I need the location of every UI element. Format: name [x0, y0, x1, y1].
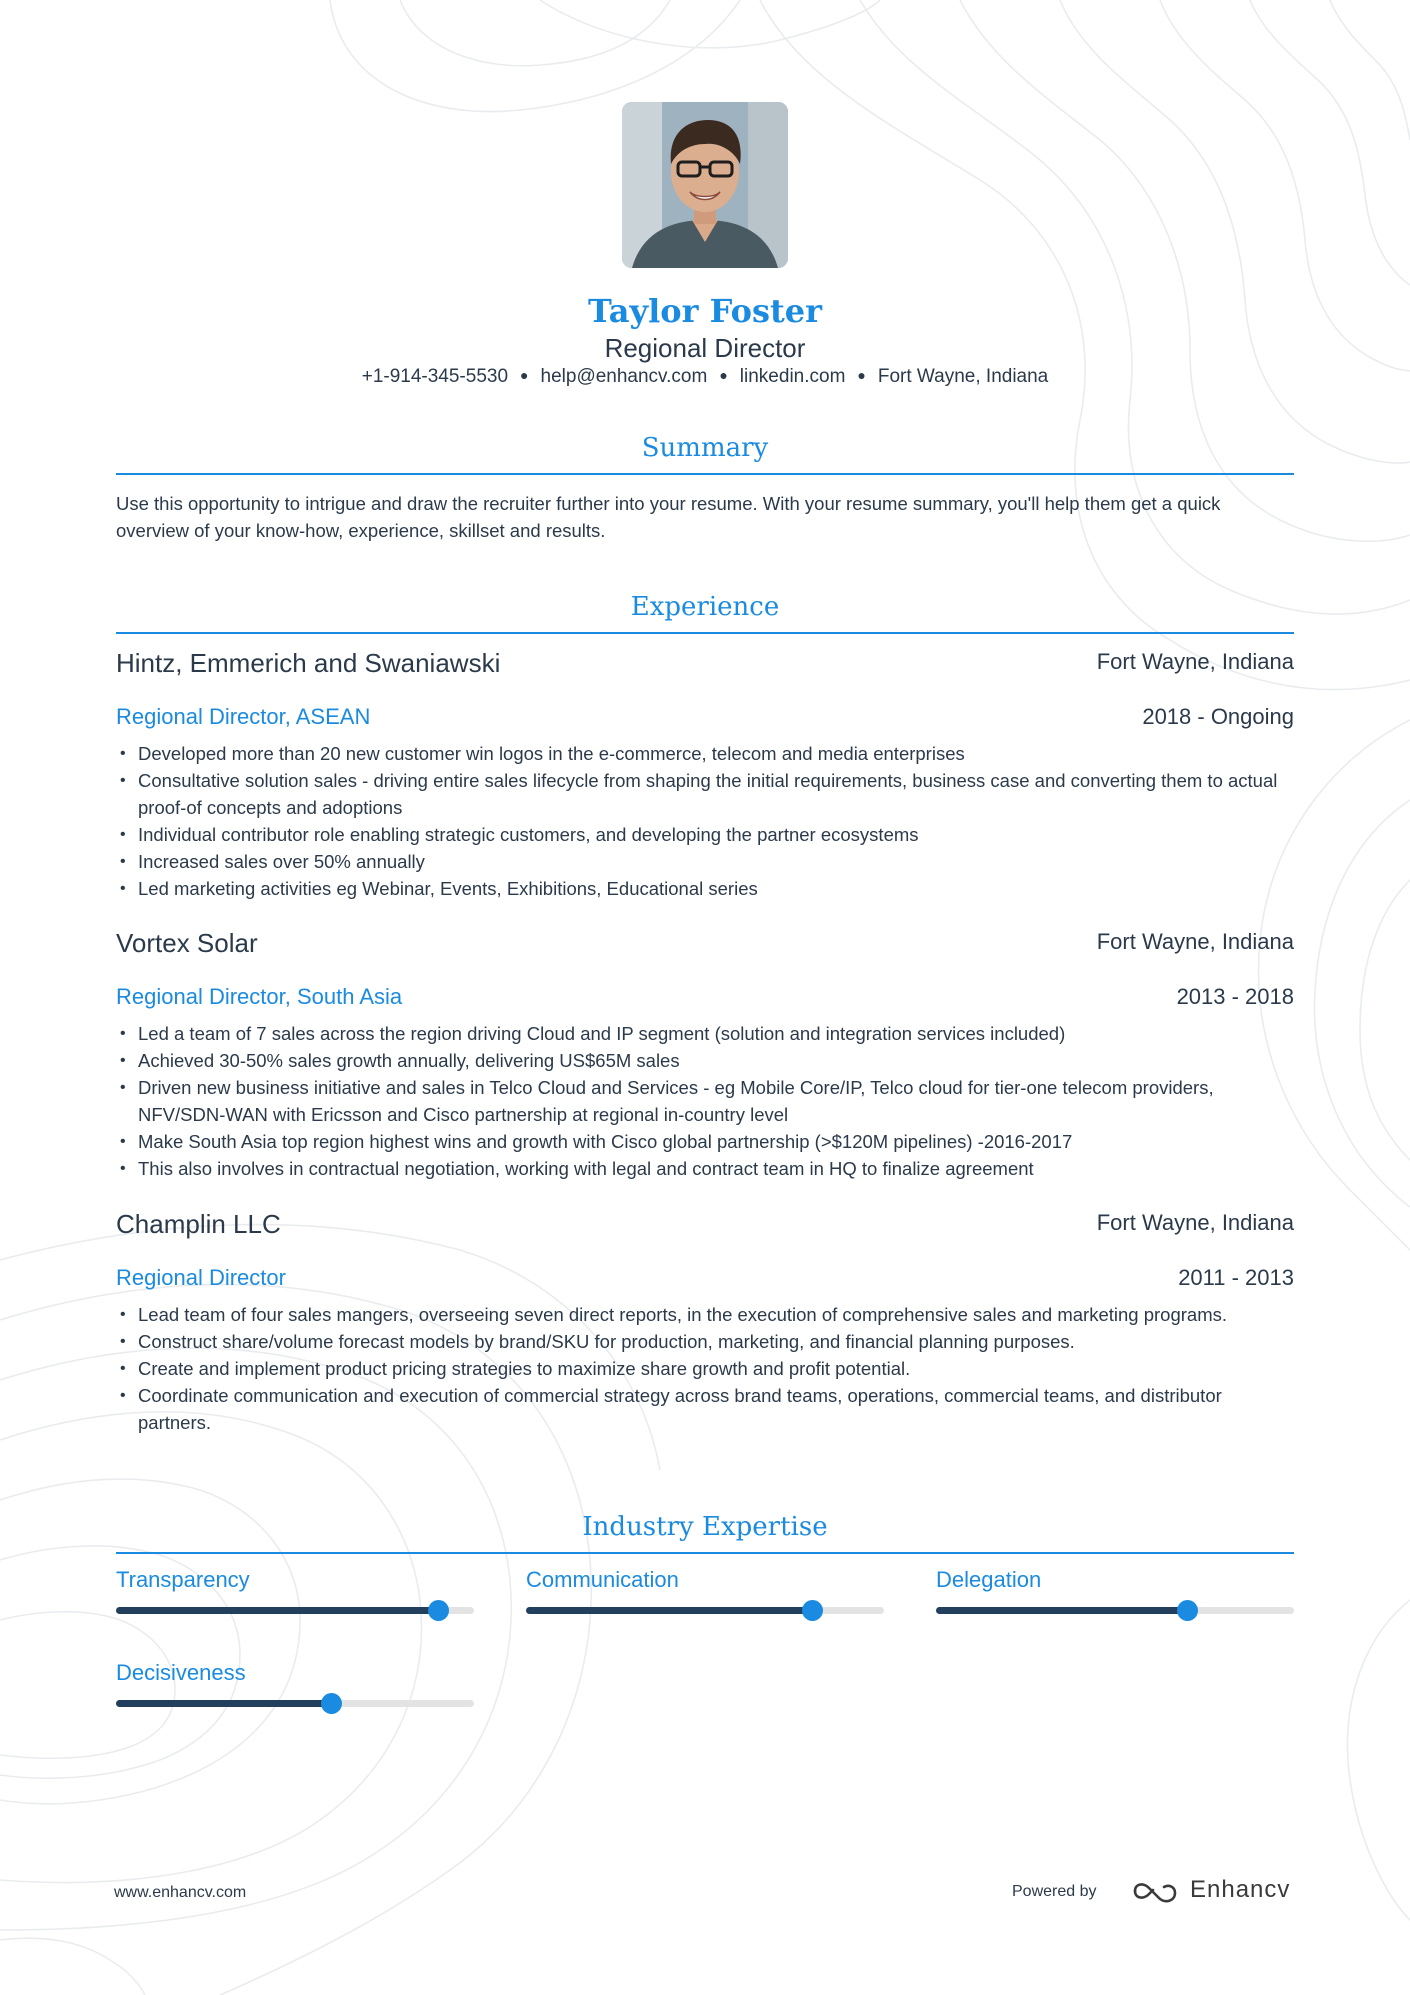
candidate-name: Taylor Foster — [588, 292, 822, 330]
job-location: Fort Wayne, Indiana — [1096, 649, 1294, 674]
skill-level-knob — [802, 1600, 823, 1621]
bullet-icon: • — [120, 1079, 126, 1096]
list-item: • Driven new business initiative and sales in Telco Cloud and Services - eg Mobile Core/IP, Telco cloud for tier-one telecom providers, NFV/SDN-WAN with Ericsson and Cisco partnership at regional in-country level — [116, 1074, 1294, 1128]
bullet-icon: • — [120, 880, 126, 897]
job-position: Regional Director, South Asia — [116, 984, 403, 1009]
list-item: • Achieved 30-50% sales growth annually, delivering US$65M sales — [116, 1047, 1294, 1074]
skill-level-knob — [428, 1600, 449, 1621]
job-dates: 2018 - Ongoing — [1142, 704, 1294, 729]
bullet-icon: • — [120, 1160, 126, 1177]
summary-divider — [116, 473, 1294, 475]
expertise-divider — [116, 1552, 1294, 1554]
bullet-icon: • — [120, 1306, 126, 1323]
skill-bar-fill — [526, 1607, 812, 1614]
skill-bar-fill — [116, 1607, 438, 1614]
company-name: Vortex Solar — [116, 928, 258, 958]
job-bullets — [116, 1301, 1294, 1436]
bullet-icon: • — [120, 1333, 126, 1350]
profile-photo — [622, 102, 788, 268]
enhancv-logo-icon — [1131, 1876, 1181, 1906]
skill-bar-fill — [116, 1700, 331, 1707]
skill-bar-fill — [936, 1607, 1187, 1614]
bullet-icon: • — [120, 1133, 126, 1150]
list-item: • Increased sales over 50% annually — [116, 848, 1294, 875]
contact-line — [0, 366, 1410, 388]
bullet-separator: ● — [719, 367, 728, 383]
contact-linkedin[interactable]: linkedin.com — [739, 366, 846, 387]
skill-level-knob — [1177, 1600, 1198, 1621]
bullet-separator: ● — [520, 367, 529, 383]
job-location: Fort Wayne, Indiana — [1096, 929, 1294, 954]
job-position: Regional Director — [116, 1265, 286, 1290]
footer-brand-name: Enhancv — [1190, 1876, 1291, 1903]
skill-label: Decisiveness — [116, 1660, 246, 1685]
footer-website-link[interactable]: www.enhancv.com — [114, 1884, 247, 1901]
candidate-title: Regional Director — [604, 333, 806, 363]
list-item: • Led a team of 7 sales across the region driving Cloud and IP segment (solution and integration services included) — [116, 1020, 1294, 1047]
company-name: Hintz, Emmerich and Swaniawski — [116, 648, 501, 678]
experience-heading: Experience — [630, 592, 780, 622]
bullet-icon: • — [120, 1025, 126, 1042]
summary-text: Use this opportunity to intrigue and draw the recruiter further into your resume. With your resume summary, you'll help them get a quick overview of your know-how, experience, skillset and results. — [116, 493, 1221, 541]
expertise-heading: Industry Expertise — [582, 1512, 828, 1542]
list-item: • Construct share/volume forecast models by brand/SKU for production, marketing, and financial planning purposes. — [116, 1328, 1294, 1355]
skill-bar-track — [116, 1607, 474, 1614]
job-bullets — [116, 740, 1294, 902]
bullet-icon: • — [120, 853, 126, 870]
bullet-icon: • — [120, 1052, 126, 1069]
contact-email[interactable]: help@enhancv.com — [540, 366, 708, 387]
list-item: • Create and implement product pricing strategies to maximize share growth and profit potential. — [116, 1355, 1294, 1382]
list-item: • Developed more than 20 new customer win logos in the e-commerce, telecom and media enterprises — [116, 740, 1294, 767]
job-position: Regional Director, ASEAN — [116, 704, 371, 729]
list-item: • Individual contributor role enabling strategic customers, and developing the partner ecosystems — [116, 821, 1294, 848]
skill-bar-track — [526, 1607, 884, 1614]
bullet-separator: ● — [857, 367, 866, 383]
bullet-icon: • — [120, 826, 126, 843]
footer-powered-by: Powered by — [1012, 1883, 1097, 1900]
bullet-icon: • — [120, 1360, 126, 1377]
skill-label: Delegation — [936, 1567, 1042, 1592]
job-dates: 2013 - 2018 — [1176, 984, 1294, 1009]
list-item: • Consultative solution sales - driving entire sales lifecycle from shaping the initial requirements, business case and converting them to actual proof-of concepts and adoptions — [116, 767, 1294, 821]
list-item: • This also involves in contractual negotiation, working with legal and contract team in HQ to finalize agreement — [116, 1155, 1294, 1182]
skill-bar-track — [116, 1700, 474, 1707]
bullet-icon: • — [120, 772, 126, 789]
job-dates: 2011 - 2013 — [1178, 1265, 1294, 1290]
company-name: Champlin LLC — [116, 1209, 281, 1239]
contact-phone[interactable]: +1-914-345-5530 — [361, 366, 509, 387]
list-item: • Make South Asia top region highest wins and growth with Cisco global partnership (>$120M pipelines) -2016-2017 — [116, 1128, 1294, 1155]
contact-location: Fort Wayne, Indiana — [877, 366, 1049, 387]
summary-heading: Summary — [641, 433, 769, 463]
list-item: • Led marketing activities eg Webinar, Events, Exhibitions, Educational series — [116, 875, 1294, 902]
job-bullets — [116, 1020, 1294, 1182]
skill-level-knob — [321, 1693, 342, 1714]
job-location: Fort Wayne, Indiana — [1096, 1210, 1294, 1235]
bullet-icon: • — [120, 745, 126, 762]
skill-bar-track — [936, 1607, 1294, 1614]
list-item: • Coordinate communication and execution of commercial strategy across brand teams, operations, commercial teams, and distributor partners. — [116, 1382, 1294, 1436]
skill-label: Transparency — [116, 1567, 250, 1592]
skill-label: Communication — [526, 1567, 679, 1592]
bullet-icon: • — [120, 1387, 126, 1404]
list-item: • Lead team of four sales mangers, overseeing seven direct reports, in the execution of comprehensive sales and marketing programs. — [116, 1301, 1294, 1328]
experience-divider — [116, 632, 1294, 634]
